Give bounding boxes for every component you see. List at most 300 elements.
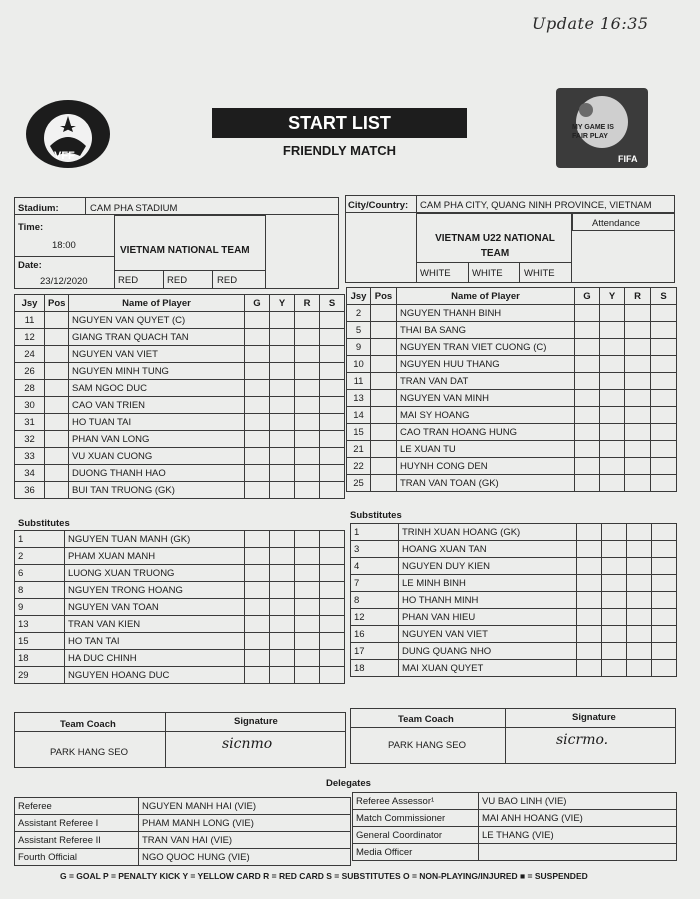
stat-cell	[625, 322, 651, 339]
stat-cell	[652, 558, 677, 575]
stat-cell	[575, 407, 600, 424]
stat-cell	[577, 575, 602, 592]
stadium-value: CAM PHA STADIUM	[90, 203, 178, 214]
away-signature-label: Signature	[572, 712, 616, 723]
delegate-row	[15, 849, 351, 866]
player-position	[45, 397, 69, 414]
substitute-name: HO THANH MINH	[399, 592, 577, 609]
stat-cell	[245, 448, 270, 465]
player-jersey: 13	[347, 390, 371, 407]
stat-cell	[577, 609, 602, 626]
stat-cell	[651, 339, 677, 356]
stat-cell	[575, 322, 600, 339]
stat-cell	[575, 424, 600, 441]
stat-cell	[270, 565, 295, 582]
substitute-jersey: 9	[15, 599, 65, 616]
player-position	[45, 329, 69, 346]
stat-cell	[651, 441, 677, 458]
substitute-row	[351, 609, 677, 626]
delegate-row	[15, 832, 351, 849]
away-kit-shorts: WHITE	[472, 268, 503, 279]
stat-cell	[602, 609, 627, 626]
stat-cell	[600, 441, 625, 458]
player-name: TRAN VAN TOAN (GK)	[397, 475, 575, 492]
substitute-name: HOANG XUAN TAN	[399, 541, 577, 558]
stat-cell	[625, 441, 651, 458]
delegate-role: Referee	[15, 798, 139, 815]
player-row	[347, 305, 677, 322]
stat-cell	[245, 482, 270, 499]
stat-cell	[320, 616, 345, 633]
player-jersey: 12	[15, 329, 45, 346]
player-row	[15, 414, 345, 431]
stat-cell	[600, 390, 625, 407]
stat-cell	[651, 322, 677, 339]
stat-cell	[295, 616, 320, 633]
substitute-name: MAI XUAN QUYET	[399, 660, 577, 677]
col-g: G	[575, 288, 600, 305]
fairplay-line1: MY GAME IS	[572, 124, 614, 131]
substitute-row	[351, 592, 677, 609]
away-subs-table	[350, 523, 677, 677]
substitute-row	[15, 650, 345, 667]
player-position	[45, 380, 69, 397]
stat-cell	[627, 524, 652, 541]
delegate-role: Fourth Official	[15, 849, 139, 866]
delegate-row	[15, 798, 351, 815]
stat-cell	[295, 329, 320, 346]
player-position	[371, 390, 397, 407]
stat-cell	[575, 390, 600, 407]
substitute-jersey: 8	[15, 582, 65, 599]
player-jersey: 31	[15, 414, 45, 431]
col-jsy: Jsy	[15, 295, 45, 312]
player-jersey: 34	[15, 465, 45, 482]
stat-cell	[295, 548, 320, 565]
player-row	[347, 322, 677, 339]
stat-cell	[270, 346, 295, 363]
col-r: R	[295, 295, 320, 312]
substitute-name: NGUYEN VAN VIET	[399, 626, 577, 643]
player-row	[15, 431, 345, 448]
stat-cell	[320, 346, 345, 363]
away-kit-socks: WHITE	[524, 268, 555, 279]
city-label: City/Country:	[348, 200, 409, 211]
player-jersey: 5	[347, 322, 371, 339]
player-name: SAM NGOC DUC	[69, 380, 245, 397]
delegate-role: Assistant Referee II	[15, 832, 139, 849]
player-row	[347, 458, 677, 475]
stat-cell	[245, 616, 270, 633]
home-kit-shirt: RED	[118, 275, 139, 286]
player-position	[45, 431, 69, 448]
home-team-name: VIETNAM NATIONAL TEAM	[120, 245, 250, 256]
col-s: S	[651, 288, 677, 305]
substitute-jersey: 15	[15, 633, 65, 650]
stat-cell	[270, 650, 295, 667]
player-name: THAI BA SANG	[397, 322, 575, 339]
delegate-role: Match Commissioner	[353, 810, 479, 827]
stat-cell	[245, 431, 270, 448]
stat-cell	[577, 626, 602, 643]
player-position	[371, 441, 397, 458]
stat-cell	[602, 592, 627, 609]
player-position	[45, 465, 69, 482]
stat-cell	[295, 633, 320, 650]
stat-cell	[295, 667, 320, 684]
stat-cell	[575, 373, 600, 390]
home-kit-socks: RED	[217, 275, 238, 286]
player-jersey: 11	[347, 373, 371, 390]
player-row	[347, 424, 677, 441]
substitute-name: DUNG QUANG NHO	[399, 643, 577, 660]
stat-cell	[575, 356, 600, 373]
stat-cell	[295, 431, 320, 448]
substitute-name: LUONG XUAN TRUONG	[65, 565, 245, 582]
player-jersey: 32	[15, 431, 45, 448]
stat-cell	[295, 397, 320, 414]
player-position	[371, 356, 397, 373]
stat-cell	[270, 616, 295, 633]
player-name: NGUYEN HUU THANG	[397, 356, 575, 373]
player-row	[15, 346, 345, 363]
stat-cell	[320, 582, 345, 599]
stat-cell	[320, 650, 345, 667]
player-name: DUONG THANH HAO	[69, 465, 245, 482]
col-pos: Pos	[45, 295, 69, 312]
player-position	[45, 448, 69, 465]
stat-cell	[270, 380, 295, 397]
stat-cell	[627, 660, 652, 677]
player-position	[371, 322, 397, 339]
home-coach-label: Team Coach	[60, 719, 116, 730]
stat-cell	[245, 397, 270, 414]
stat-cell	[320, 431, 345, 448]
update-note: Update 16:35	[532, 14, 649, 33]
stat-cell	[295, 380, 320, 397]
player-jersey: 9	[347, 339, 371, 356]
player-name: GIANG TRAN QUACH TAN	[69, 329, 245, 346]
stat-cell	[270, 633, 295, 650]
stat-cell	[651, 390, 677, 407]
stat-cell	[295, 531, 320, 548]
stat-cell	[602, 643, 627, 660]
player-row	[15, 380, 345, 397]
stat-cell	[600, 407, 625, 424]
stat-cell	[270, 431, 295, 448]
delegates-left-table	[14, 797, 351, 866]
stat-cell	[295, 448, 320, 465]
stat-cell	[295, 363, 320, 380]
vff-logo	[24, 98, 112, 170]
table-header	[347, 288, 677, 305]
player-position	[45, 363, 69, 380]
player-position	[371, 305, 397, 322]
stat-cell	[575, 441, 600, 458]
substitute-name: TRAN VAN KIEN	[65, 616, 245, 633]
substitute-jersey: 3	[351, 541, 399, 558]
stat-cell	[652, 524, 677, 541]
player-jersey: 33	[15, 448, 45, 465]
player-position	[45, 312, 69, 329]
substitute-row	[15, 565, 345, 582]
player-position	[45, 346, 69, 363]
col-y: Y	[600, 288, 625, 305]
delegate-name: NGO QUOC HUNG (VIE)	[139, 849, 351, 866]
stat-cell	[627, 643, 652, 660]
stat-cell	[295, 312, 320, 329]
stat-cell	[577, 558, 602, 575]
player-row	[15, 397, 345, 414]
stat-cell	[651, 373, 677, 390]
stat-cell	[270, 448, 295, 465]
stat-cell	[625, 305, 651, 322]
substitute-row	[351, 643, 677, 660]
stat-cell	[627, 592, 652, 609]
home-starters-table	[14, 294, 345, 499]
delegate-name: MAI ANH HOANG (VIE)	[479, 810, 677, 827]
stat-cell	[270, 414, 295, 431]
substitute-jersey: 13	[15, 616, 65, 633]
player-name: NGUYEN MINH TUNG	[69, 363, 245, 380]
stat-cell	[295, 465, 320, 482]
col-player-name: Name of Player	[397, 288, 575, 305]
substitute-name: PHAM XUAN MANH	[65, 548, 245, 565]
stat-cell	[245, 346, 270, 363]
player-jersey: 36	[15, 482, 45, 499]
date-value: 23/12/2020	[40, 276, 88, 287]
away-team-name: VIETNAM U22 NATIONAL TEAM	[435, 233, 555, 259]
stat-cell	[651, 475, 677, 492]
substitute-jersey: 4	[351, 558, 399, 575]
stat-cell	[320, 482, 345, 499]
stat-cell	[625, 390, 651, 407]
vff-logo-text: VFF	[54, 150, 75, 162]
stat-cell	[577, 643, 602, 660]
stat-cell	[270, 363, 295, 380]
stat-cell	[245, 633, 270, 650]
stat-cell	[320, 329, 345, 346]
delegate-name: TRAN VAN HAI (VIE)	[139, 832, 351, 849]
delegate-name: LE THANG (VIE)	[479, 827, 677, 844]
substitute-row	[15, 616, 345, 633]
player-jersey: 30	[15, 397, 45, 414]
stat-cell	[651, 424, 677, 441]
player-row	[347, 441, 677, 458]
substitute-jersey: 18	[351, 660, 399, 677]
delegate-row	[15, 815, 351, 832]
stat-cell	[602, 558, 627, 575]
stat-cell	[245, 650, 270, 667]
col-s: S	[320, 295, 345, 312]
substitute-row	[351, 541, 677, 558]
stat-cell	[575, 458, 600, 475]
substitute-jersey: 17	[351, 643, 399, 660]
fifa-brand: FIFA	[618, 154, 638, 164]
player-name: NGUYEN VAN VIET	[69, 346, 245, 363]
stat-cell	[320, 465, 345, 482]
stat-cell	[575, 305, 600, 322]
stat-cell	[577, 592, 602, 609]
delegates-title: Delegates	[326, 778, 371, 789]
stat-cell	[651, 407, 677, 424]
stat-cell	[575, 339, 600, 356]
stat-cell	[270, 482, 295, 499]
stat-cell	[652, 660, 677, 677]
stat-cell	[600, 424, 625, 441]
player-jersey: 11	[15, 312, 45, 329]
substitute-jersey: 1	[351, 524, 399, 541]
stat-cell	[602, 541, 627, 558]
stat-cell	[320, 380, 345, 397]
substitute-name: TRINH XUAN HOANG (GK)	[399, 524, 577, 541]
stat-cell	[270, 531, 295, 548]
player-position	[371, 339, 397, 356]
delegate-row	[353, 810, 677, 827]
stat-cell	[270, 329, 295, 346]
stat-cell	[577, 541, 602, 558]
stat-cell	[625, 373, 651, 390]
delegate-row	[353, 844, 677, 861]
home-subs-label: Substitutes	[18, 518, 70, 529]
stat-cell	[652, 626, 677, 643]
substitute-jersey: 16	[351, 626, 399, 643]
table-header	[15, 295, 345, 312]
substitute-row	[351, 626, 677, 643]
player-name: TRAN VAN DAT	[397, 373, 575, 390]
stat-cell	[600, 322, 625, 339]
stat-cell	[600, 305, 625, 322]
delegate-role: Media Officer	[353, 844, 479, 861]
substitute-row	[15, 667, 345, 684]
stat-cell	[245, 380, 270, 397]
away-coach-name: PARK HANG SEO	[388, 740, 466, 751]
substitute-row	[351, 558, 677, 575]
stat-cell	[602, 575, 627, 592]
stat-cell	[320, 531, 345, 548]
col-g: G	[245, 295, 270, 312]
stat-cell	[245, 465, 270, 482]
col-r: R	[625, 288, 651, 305]
stat-cell	[625, 407, 651, 424]
stat-cell	[295, 650, 320, 667]
col-jsy: Jsy	[347, 288, 371, 305]
player-name: LE XUAN TU	[397, 441, 575, 458]
player-position	[371, 424, 397, 441]
player-name: CAO TRAN HOANG HUNG	[397, 424, 575, 441]
player-jersey: 21	[347, 441, 371, 458]
stat-cell	[625, 475, 651, 492]
player-row	[347, 475, 677, 492]
stat-cell	[295, 599, 320, 616]
player-row	[15, 482, 345, 499]
away-coach-label: Team Coach	[398, 714, 454, 725]
stat-cell	[320, 599, 345, 616]
substitute-name: NGUYEN VAN TOAN	[65, 599, 245, 616]
player-position	[45, 414, 69, 431]
away-subs-label: Substitutes	[350, 510, 402, 521]
stat-cell	[295, 565, 320, 582]
substitute-name: HA DUC CHINH	[65, 650, 245, 667]
stat-cell	[320, 667, 345, 684]
player-jersey: 14	[347, 407, 371, 424]
player-row	[347, 407, 677, 424]
delegate-name: NGUYEN MANH HAI (VIE)	[139, 798, 351, 815]
substitute-name: NGUYEN HOANG DUC	[65, 667, 245, 684]
stat-cell	[627, 626, 652, 643]
stat-cell	[651, 356, 677, 373]
stat-cell	[295, 482, 320, 499]
delegate-name: VU BAO LINH (VIE)	[479, 793, 677, 810]
player-row	[15, 448, 345, 465]
stat-cell	[602, 626, 627, 643]
substitute-jersey: 18	[15, 650, 65, 667]
delegate-row	[353, 827, 677, 844]
stat-cell	[600, 458, 625, 475]
player-row	[347, 339, 677, 356]
substitute-name: NGUYEN DUY KIEN	[399, 558, 577, 575]
stat-cell	[245, 363, 270, 380]
stat-cell	[600, 356, 625, 373]
stat-cell	[270, 667, 295, 684]
stat-cell	[270, 312, 295, 329]
stat-cell	[627, 575, 652, 592]
stadium-label: Stadium:	[18, 203, 59, 214]
stat-cell	[245, 329, 270, 346]
stat-cell	[320, 448, 345, 465]
substitute-jersey: 6	[15, 565, 65, 582]
stat-cell	[625, 458, 651, 475]
stat-cell	[651, 458, 677, 475]
stat-cell	[245, 312, 270, 329]
stat-cell	[575, 475, 600, 492]
stat-cell	[320, 397, 345, 414]
substitute-jersey: 8	[351, 592, 399, 609]
player-jersey: 22	[347, 458, 371, 475]
stat-cell	[270, 548, 295, 565]
stat-cell	[652, 643, 677, 660]
player-row	[15, 312, 345, 329]
stat-cell	[577, 660, 602, 677]
player-name: HO TUAN TAI	[69, 414, 245, 431]
substitute-name: LE MINH BINH	[399, 575, 577, 592]
substitute-jersey: 29	[15, 667, 65, 684]
substitute-name: NGUYEN TRONG HOANG	[65, 582, 245, 599]
delegates-right-table	[352, 792, 677, 861]
player-jersey: 2	[347, 305, 371, 322]
substitute-jersey: 12	[351, 609, 399, 626]
substitute-row	[351, 575, 677, 592]
stat-cell	[295, 414, 320, 431]
substitute-row	[15, 582, 345, 599]
player-name: NGUYEN VAN QUYET (C)	[69, 312, 245, 329]
stat-cell	[245, 548, 270, 565]
stat-cell	[600, 475, 625, 492]
substitute-jersey: 2	[15, 548, 65, 565]
stat-cell	[652, 592, 677, 609]
player-position	[371, 458, 397, 475]
stat-cell	[270, 599, 295, 616]
substitute-name: PHAN VAN HIEU	[399, 609, 577, 626]
stat-cell	[295, 346, 320, 363]
stat-cell	[245, 582, 270, 599]
substitute-jersey: 1	[15, 531, 65, 548]
stat-cell	[320, 363, 345, 380]
stat-cell	[627, 541, 652, 558]
stat-cell	[652, 541, 677, 558]
player-row	[15, 363, 345, 380]
player-position	[371, 373, 397, 390]
